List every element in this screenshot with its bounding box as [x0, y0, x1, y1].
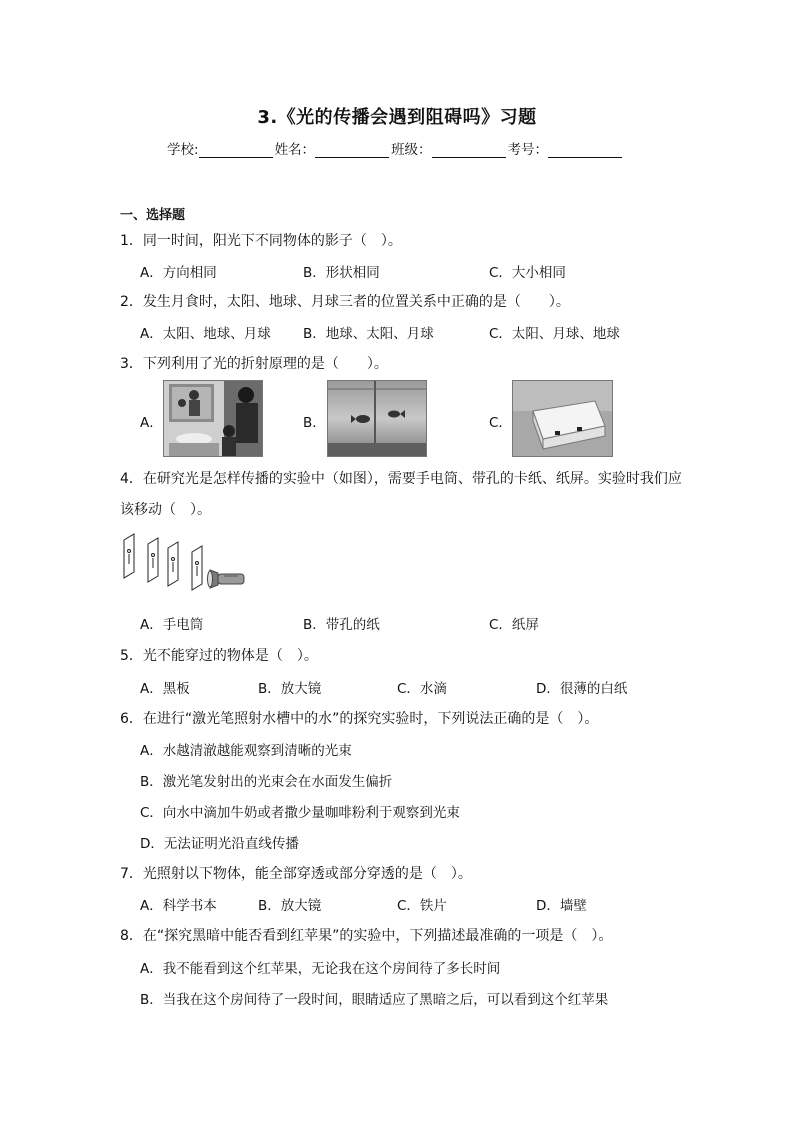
question-7: 7．光照射以下物体，能全部穿透或部分穿透的是（ ）。 [120, 866, 472, 882]
name-blank[interactable] [315, 143, 389, 158]
q2-option-c[interactable]: C．太阳、月球、地球 [489, 326, 620, 342]
q7-option-c[interactable]: C．铁片 [397, 898, 447, 914]
q2-option-b[interactable]: B．地球、太阳、月球 [303, 326, 434, 342]
q5-option-b[interactable]: B．放大镜 [258, 681, 322, 697]
q6-option-c[interactable]: C．向水中滴加牛奶或者撒少量咖啡粉利于观察到光束 [140, 805, 460, 821]
q4-option-b[interactable]: B．带孔的纸 [303, 617, 380, 633]
q5-option-a[interactable]: A．黑板 [140, 681, 190, 697]
q3-option-a[interactable]: A． [140, 415, 163, 431]
q1-option-b[interactable]: B．形状相同 [303, 265, 380, 281]
question-4-line2: 该移动（ ）。 [120, 502, 211, 518]
question-1: 1．同一时间，阳光下不同物体的影子（ ）。 [120, 233, 402, 249]
exam-number-label: 考号： [507, 142, 549, 158]
q7-option-a[interactable]: A．科学书本 [140, 898, 217, 914]
question-4: 4．在研究光是怎样传播的实验中（如图），需要手电筒、带孔的卡纸、纸屏。实验时我们应 [120, 471, 682, 487]
q6-option-b[interactable]: B．激光笔发射出的光束会在水面发生偏折 [140, 774, 393, 790]
school-blank[interactable] [199, 143, 273, 158]
q1-option-a[interactable]: A．方向相同 [140, 265, 217, 281]
q1-option-c[interactable]: C．大小相同 [489, 265, 566, 281]
q5-option-c[interactable]: C．水滴 [397, 681, 447, 697]
class-blank[interactable] [432, 143, 506, 158]
q6-option-d[interactable]: D．无法证明光沿直线传播 [140, 836, 299, 852]
student-info-line [167, 138, 637, 158]
section-heading: 一、选择题 [120, 208, 186, 223]
question-5: 5．光不能穿过的物体是（ ）。 [120, 648, 318, 664]
name-label: 姓名： [274, 142, 316, 158]
q3-option-b[interactable]: B． [303, 415, 326, 431]
q7-option-d[interactable]: D．墙壁 [536, 898, 587, 914]
q7-option-b[interactable]: B．放大镜 [258, 898, 322, 914]
q8-option-b[interactable]: B．当我在这个房间待了一段时间，眼睛适应了黑暗之后，可以看到这个红苹果 [140, 992, 609, 1008]
question-3: 3．下列利用了光的折射原理的是（ ）。 [120, 356, 388, 372]
pinhole-box-photo[interactable] [512, 380, 613, 457]
q3-option-c[interactable]: C． [489, 415, 512, 431]
q4-option-c[interactable]: C．纸屏 [489, 617, 539, 633]
q4-option-a[interactable]: A．手电筒 [140, 617, 204, 633]
class-label: 班级： [391, 142, 432, 158]
question-8: 8．在“探究黑暗中能否看到红苹果”的实验中，下列描述最准确的一项是（ ）。 [120, 928, 613, 944]
q2-option-a[interactable]: A．太阳、地球、月球 [140, 326, 271, 342]
mirror-bathroom-photo[interactable] [163, 380, 263, 457]
fish-tank-photo[interactable] [327, 380, 427, 457]
page-title: 3.《光的传播会遇到阻碍吗》习题 [257, 107, 537, 128]
question-2: 2．发生月食时，太阳、地球、月球三者的位置关系中正确的是（ ）。 [120, 294, 570, 310]
q5-option-d[interactable]: D．很薄的白纸 [536, 681, 628, 697]
question-6: 6．在进行“激光笔照射水槽中的水”的探究实验时，下列说法正确的是（ ）。 [120, 711, 599, 727]
school-label: 学校: [167, 142, 199, 158]
exam-number-blank[interactable] [548, 143, 622, 158]
q6-option-a[interactable]: A．水越清澈越能观察到清晰的光束 [140, 743, 352, 759]
light-experiment-diagram [118, 532, 254, 594]
q8-option-a[interactable]: A．我不能看到这个红苹果，无论我在这个房间待了多长时间 [140, 961, 501, 977]
